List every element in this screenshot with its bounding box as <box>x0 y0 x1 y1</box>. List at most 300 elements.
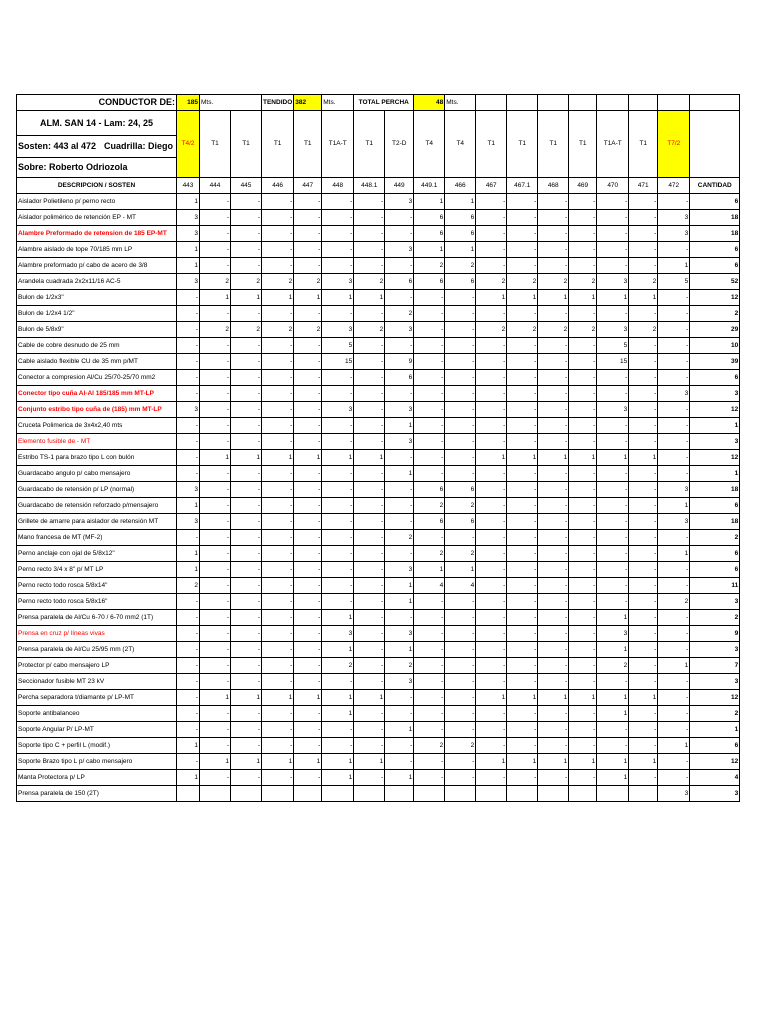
row-value: 2 <box>445 258 476 274</box>
row-value: - <box>569 578 597 594</box>
row-value: 2 <box>385 658 414 674</box>
row-value: 2 <box>629 274 658 290</box>
row-value: - <box>507 546 538 562</box>
row-value: - <box>597 370 629 386</box>
row-value: - <box>354 770 385 786</box>
table-row <box>17 306 740 322</box>
row-value: - <box>414 642 445 658</box>
row-value: - <box>200 546 231 562</box>
row-value: 2 <box>658 594 690 610</box>
row-total: 1 <box>690 418 740 434</box>
row-value: 2 <box>538 274 569 290</box>
row-value: - <box>629 418 658 434</box>
conductor-value: 185 <box>177 95 200 111</box>
row-value: - <box>476 610 507 626</box>
row-value: - <box>354 354 385 370</box>
row-value: - <box>262 594 294 610</box>
row-value: - <box>177 722 200 738</box>
row-value: 6 <box>414 226 445 242</box>
row-value: - <box>538 242 569 258</box>
row-total: 6 <box>690 498 740 514</box>
perchero-value: 48 <box>414 95 445 111</box>
row-value: - <box>507 498 538 514</box>
row-value: - <box>262 658 294 674</box>
row-value: - <box>262 466 294 482</box>
row-value: - <box>538 434 569 450</box>
row-value: - <box>507 674 538 690</box>
row-value: - <box>231 706 262 722</box>
table-row <box>17 642 740 658</box>
row-value: - <box>476 418 507 434</box>
row-value: - <box>385 482 414 498</box>
table-row <box>17 786 740 802</box>
row-value: - <box>597 530 629 546</box>
row-value: - <box>231 626 262 642</box>
row-description: Protector p/ cabo mensajero LP <box>17 658 177 674</box>
row-value: 2 <box>538 322 569 338</box>
sosten-number: 470 <box>597 178 629 194</box>
row-value: - <box>354 626 385 642</box>
row-value: - <box>569 658 597 674</box>
row-value: - <box>354 306 385 322</box>
column-code: T4 <box>445 111 476 178</box>
row-value: - <box>629 498 658 514</box>
row-value: - <box>569 370 597 386</box>
row-total: 39 <box>690 354 740 370</box>
row-value: - <box>200 338 231 354</box>
row-value: - <box>231 722 262 738</box>
row-value: 2 <box>231 322 262 338</box>
row-value: - <box>658 370 690 386</box>
table-row <box>17 706 740 722</box>
row-value: - <box>507 626 538 642</box>
row-value: - <box>177 322 200 338</box>
row-value: - <box>629 514 658 530</box>
row-value: - <box>507 226 538 242</box>
row-value: - <box>322 594 354 610</box>
row-value: - <box>445 658 476 674</box>
row-value: - <box>385 338 414 354</box>
row-value: - <box>658 466 690 482</box>
row-value: - <box>476 370 507 386</box>
row-value: - <box>476 706 507 722</box>
row-value: - <box>414 306 445 322</box>
row-value: - <box>262 578 294 594</box>
row-value: - <box>294 706 322 722</box>
row-value: - <box>200 386 231 402</box>
row-value: - <box>354 738 385 754</box>
table-row <box>17 722 740 738</box>
row-value: - <box>476 386 507 402</box>
row-total: 7 <box>690 658 740 674</box>
row-value: - <box>414 434 445 450</box>
column-code: T1 <box>507 111 538 178</box>
row-value: - <box>262 402 294 418</box>
row-value: - <box>538 210 569 226</box>
row-value: 1 <box>569 290 597 306</box>
row-value: - <box>445 610 476 626</box>
row-value: - <box>231 418 262 434</box>
row-total: 2 <box>690 706 740 722</box>
sosten-number: 449.1 <box>414 178 445 194</box>
row-value: - <box>262 562 294 578</box>
row-value: - <box>385 386 414 402</box>
row-value: - <box>629 258 658 274</box>
row-value: 1 <box>262 690 294 706</box>
row-value: - <box>569 242 597 258</box>
row-value: - <box>597 674 629 690</box>
row-value: - <box>414 770 445 786</box>
row-value: - <box>414 674 445 690</box>
row-value: - <box>445 370 476 386</box>
row-value: 2 <box>294 322 322 338</box>
row-value <box>200 786 231 802</box>
row-value: 3 <box>322 274 354 290</box>
row-value: 1 <box>476 450 507 466</box>
row-total: 6 <box>690 242 740 258</box>
row-value: - <box>385 546 414 562</box>
row-value: - <box>231 242 262 258</box>
table-row <box>17 514 740 530</box>
row-value: 1 <box>658 658 690 674</box>
row-value: - <box>476 658 507 674</box>
row-value: - <box>476 210 507 226</box>
row-value: - <box>629 626 658 642</box>
row-value: - <box>322 546 354 562</box>
row-value: - <box>262 498 294 514</box>
row-total: 6 <box>690 370 740 386</box>
row-value: - <box>200 738 231 754</box>
row-value: - <box>262 338 294 354</box>
row-value: - <box>658 722 690 738</box>
row-value: 1 <box>597 610 629 626</box>
row-value: - <box>658 530 690 546</box>
row-value: - <box>294 402 322 418</box>
row-value: 1 <box>322 690 354 706</box>
row-value: - <box>629 706 658 722</box>
row-value: 1 <box>597 770 629 786</box>
row-value: - <box>597 594 629 610</box>
row-description: Cable aislado flexible CU de 35 mm p/MT <box>17 354 177 370</box>
column-code: T4 <box>414 111 445 178</box>
row-value <box>507 786 538 802</box>
row-value: - <box>445 754 476 770</box>
row-value: - <box>629 658 658 674</box>
row-value: - <box>597 546 629 562</box>
row-value: - <box>507 210 538 226</box>
row-value: - <box>200 194 231 210</box>
row-value: 1 <box>538 754 569 770</box>
row-value: - <box>507 386 538 402</box>
row-value: 1 <box>385 418 414 434</box>
row-value: 1 <box>177 562 200 578</box>
row-value: - <box>262 770 294 786</box>
row-value: - <box>177 306 200 322</box>
row-value: - <box>414 594 445 610</box>
row-total: 10 <box>690 338 740 354</box>
row-value: - <box>231 770 262 786</box>
row-value: 6 <box>385 370 414 386</box>
row-value: - <box>294 722 322 738</box>
row-value: 2 <box>294 274 322 290</box>
row-value: - <box>507 242 538 258</box>
row-value: - <box>200 674 231 690</box>
row-description: Soporte Brazo tipo L p/ cabo mensajero <box>17 754 177 770</box>
row-value: - <box>658 338 690 354</box>
row-value: - <box>507 354 538 370</box>
row-value: - <box>658 354 690 370</box>
row-value: - <box>414 626 445 642</box>
row-total: 3 <box>690 642 740 658</box>
row-value: - <box>322 466 354 482</box>
row-value: - <box>658 770 690 786</box>
row-description: Alambre Preformado de retension de 185 EP-MT <box>17 226 177 242</box>
row-value: - <box>507 562 538 578</box>
row-total: 12 <box>690 690 740 706</box>
perchero-unit: Mts. <box>445 95 476 111</box>
row-value: - <box>322 674 354 690</box>
row-value: - <box>538 562 569 578</box>
row-value: - <box>354 530 385 546</box>
row-value: - <box>507 370 538 386</box>
row-value: - <box>177 754 200 770</box>
row-value: - <box>354 210 385 226</box>
row-value: - <box>629 210 658 226</box>
row-value: - <box>507 258 538 274</box>
row-value: - <box>476 226 507 242</box>
row-value: 1 <box>200 754 231 770</box>
row-total: 3 <box>690 786 740 802</box>
row-value: - <box>414 354 445 370</box>
conductor-label: CONDUCTOR DE: <box>17 95 177 111</box>
row-value: - <box>507 530 538 546</box>
row-value: - <box>322 434 354 450</box>
row-value: - <box>414 338 445 354</box>
row-value: 1 <box>294 290 322 306</box>
row-total: 12 <box>690 754 740 770</box>
row-value: - <box>385 450 414 466</box>
row-value: 6 <box>414 482 445 498</box>
row-value: - <box>294 370 322 386</box>
row-value: - <box>658 306 690 322</box>
row-value: 1 <box>177 242 200 258</box>
row-value: - <box>354 466 385 482</box>
row-total: 52 <box>690 274 740 290</box>
row-value: 5 <box>322 338 354 354</box>
row-value: 9 <box>385 354 414 370</box>
row-value: - <box>294 210 322 226</box>
sosten-numbers-row <box>17 178 740 194</box>
row-value: - <box>177 626 200 642</box>
row-value: - <box>538 498 569 514</box>
row-value: - <box>294 226 322 242</box>
row-value: 1 <box>385 770 414 786</box>
row-value: - <box>262 306 294 322</box>
row-value: - <box>445 530 476 546</box>
row-value: - <box>322 306 354 322</box>
row-value: 3 <box>385 562 414 578</box>
row-value: 1 <box>322 610 354 626</box>
row-value: - <box>354 562 385 578</box>
row-value: - <box>262 738 294 754</box>
row-value: - <box>354 386 385 402</box>
sobre-line: Sobre: Roberto Odriozola <box>17 158 177 178</box>
row-value: 3 <box>658 210 690 226</box>
row-value: 1 <box>200 450 231 466</box>
row-value: - <box>231 738 262 754</box>
row-value: - <box>629 386 658 402</box>
table-row <box>17 226 740 242</box>
row-value: - <box>177 370 200 386</box>
row-value: - <box>354 546 385 562</box>
row-value: - <box>597 482 629 498</box>
row-value: - <box>597 434 629 450</box>
row-value: - <box>354 194 385 210</box>
row-value: 1 <box>294 450 322 466</box>
row-value: - <box>385 738 414 754</box>
row-value: - <box>658 578 690 594</box>
table-row <box>17 322 740 338</box>
row-value: 1 <box>354 754 385 770</box>
row-value: - <box>597 514 629 530</box>
row-value: - <box>231 194 262 210</box>
row-value: - <box>507 482 538 498</box>
row-value: - <box>445 402 476 418</box>
row-value: - <box>200 226 231 242</box>
sosten-number: 447 <box>294 178 322 194</box>
sosten-number: 467 <box>476 178 507 194</box>
table-row <box>17 658 740 674</box>
row-value: - <box>294 658 322 674</box>
row-value: - <box>200 370 231 386</box>
sosten-number: 471 <box>629 178 658 194</box>
row-value: - <box>597 418 629 434</box>
row-value: - <box>538 226 569 242</box>
row-value: - <box>354 370 385 386</box>
row-value: - <box>597 578 629 594</box>
row-value: 2 <box>385 530 414 546</box>
row-value: 6 <box>445 514 476 530</box>
row-total: 2 <box>690 610 740 626</box>
row-value: - <box>476 514 507 530</box>
table-row <box>17 210 740 226</box>
table-row <box>17 546 740 562</box>
row-value: - <box>200 306 231 322</box>
row-description: Conector tipo cuña Al-Al 185/185 mm MT-LP <box>17 386 177 402</box>
row-value: - <box>538 258 569 274</box>
row-value: 1 <box>354 290 385 306</box>
row-value: 1 <box>507 690 538 706</box>
row-value: - <box>507 642 538 658</box>
row-value: - <box>231 210 262 226</box>
row-value: 1 <box>629 690 658 706</box>
row-value: - <box>177 610 200 626</box>
conductor-unit: Mts. <box>200 95 262 111</box>
row-value: - <box>177 690 200 706</box>
row-value: - <box>414 322 445 338</box>
row-value: - <box>322 722 354 738</box>
row-value: 1 <box>385 466 414 482</box>
row-value: - <box>569 514 597 530</box>
row-value: - <box>507 578 538 594</box>
row-description: Guardacabo de retensión reforzado p/mensajero <box>17 498 177 514</box>
row-value: 1 <box>597 754 629 770</box>
row-value: - <box>507 594 538 610</box>
row-value: - <box>476 306 507 322</box>
row-value: - <box>200 722 231 738</box>
row-value <box>569 786 597 802</box>
row-value: - <box>569 770 597 786</box>
column-code: T1A-T <box>597 111 629 178</box>
table-row <box>17 386 740 402</box>
row-value: - <box>629 466 658 482</box>
row-value: - <box>231 354 262 370</box>
row-value: - <box>200 402 231 418</box>
row-value: 1 <box>414 242 445 258</box>
row-value: 3 <box>177 402 200 418</box>
row-value: - <box>200 466 231 482</box>
row-value: - <box>294 562 322 578</box>
row-value: - <box>658 642 690 658</box>
row-value: - <box>354 402 385 418</box>
table-row <box>17 338 740 354</box>
row-value: - <box>569 194 597 210</box>
table-row <box>17 290 740 306</box>
row-value: - <box>231 642 262 658</box>
row-value: - <box>354 594 385 610</box>
row-description: Cable de cobre desnudo de 25 mm <box>17 338 177 354</box>
row-value: - <box>538 370 569 386</box>
row-value <box>385 786 414 802</box>
row-value: - <box>262 482 294 498</box>
row-value: - <box>354 434 385 450</box>
row-value: 15 <box>322 354 354 370</box>
row-value: - <box>445 626 476 642</box>
table-row <box>17 690 740 706</box>
row-value: - <box>354 242 385 258</box>
row-value: - <box>629 242 658 258</box>
row-value: 1 <box>414 194 445 210</box>
row-value: - <box>322 514 354 530</box>
row-value: - <box>385 226 414 242</box>
row-value: - <box>200 210 231 226</box>
row-value: - <box>200 610 231 626</box>
column-code: T1 <box>231 111 262 178</box>
row-value: 3 <box>658 786 690 802</box>
row-value: 2 <box>385 306 414 322</box>
row-value: - <box>476 194 507 210</box>
row-total: 4 <box>690 770 740 786</box>
row-value: 1 <box>414 562 445 578</box>
row-value: - <box>414 418 445 434</box>
row-value: - <box>354 610 385 626</box>
row-value: - <box>569 434 597 450</box>
row-value: - <box>294 498 322 514</box>
row-value: - <box>294 434 322 450</box>
row-description: Conjunto estribo tipo cuña de (185) mm MT-LP <box>17 402 177 418</box>
row-value: - <box>597 194 629 210</box>
row-value: - <box>294 306 322 322</box>
column-code: T4/2 <box>177 111 200 178</box>
row-value: 3 <box>658 226 690 242</box>
row-value: 2 <box>354 322 385 338</box>
row-total: 12 <box>690 290 740 306</box>
row-value: - <box>231 578 262 594</box>
row-value: - <box>658 754 690 770</box>
table-row <box>17 354 740 370</box>
tendido-unit: Mts. <box>322 95 354 111</box>
row-value: - <box>322 242 354 258</box>
